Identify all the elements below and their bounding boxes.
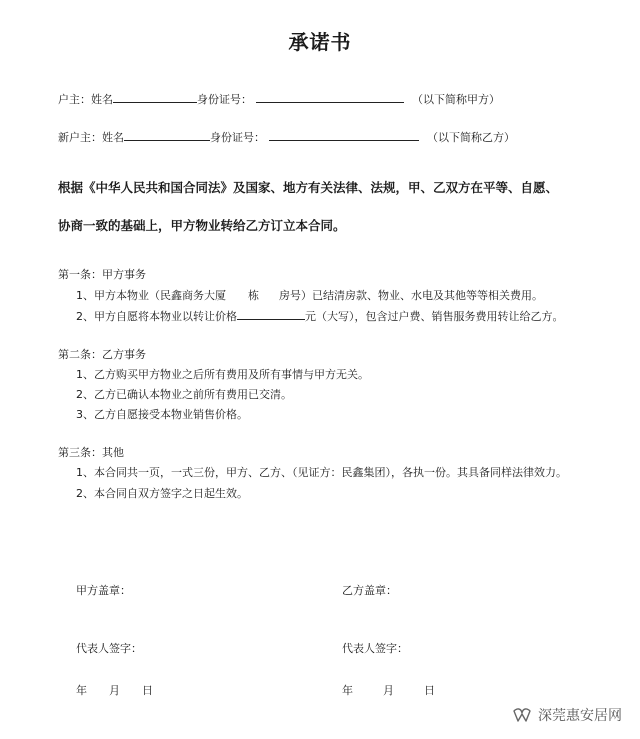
party-a-day: 日 (142, 684, 153, 697)
party-a-month: 月 (109, 684, 120, 697)
owner-name-label: 姓名 (91, 93, 113, 106)
owner-id-label: 身份证号： (197, 93, 252, 106)
article-1-item-1-part-b: 栋 (248, 289, 259, 302)
article-1-heading: 第一条：甲方事务 (58, 268, 146, 281)
new-owner-label: 新户主： (58, 131, 102, 144)
new-owner-line (58, 128, 515, 145)
watermark (512, 705, 622, 725)
party-b-month: 月 (383, 684, 394, 697)
party-a-year: 年 (76, 684, 87, 697)
article-3-item-1: 1、本合同共一页，一式三份，甲方、乙方、（见证方：民鑫集团），各执一份。其具备同样法律效力。 (76, 466, 567, 479)
party-b-rep-label: 代表人签字： (342, 642, 408, 655)
new-owner-suffix: （以下简称乙方） (427, 131, 515, 144)
article-2-heading: 第二条：乙方事务 (58, 348, 146, 361)
party-a-date (76, 682, 153, 698)
wechat-channel-icon (512, 707, 532, 723)
owner-line (58, 90, 500, 107)
owner-suffix: （以下简称甲方） (412, 93, 500, 106)
article-1-item-2-part-b: 元（大写），包含过户费、销售服务费用转让给乙方。 (305, 310, 564, 323)
article-1-item-1-part-c: 房号）已结清房款、物业、水电及其他等等相关费用。 (279, 289, 543, 302)
owner-name-blank[interactable] (113, 90, 197, 103)
owner-label: 户主： (58, 93, 91, 106)
party-a-rep-label: 代表人签字： (76, 642, 142, 655)
new-owner-id-blank[interactable] (269, 128, 419, 141)
article-3-item-2: 2、本合同自双方签字之日起生效。 (76, 487, 248, 500)
article-2-item-1: 1、乙方购买甲方物业之后所有费用及所有事情与甲方无关。 (76, 368, 369, 381)
article-3-heading: 第三条：其他 (58, 446, 124, 459)
new-owner-name-blank[interactable] (124, 128, 210, 141)
party-a-seal-label: 甲方盖章： (76, 584, 131, 597)
party-b-seal-label: 乙方盖章： (342, 584, 397, 597)
article-1-item-1 (76, 287, 543, 303)
watermark-text: 深莞惠安居网 (538, 708, 622, 724)
new-owner-id-label: 身份证号： (210, 131, 265, 144)
article-1-item-2 (76, 307, 564, 324)
intro-line-2: 协商一致的基础上，甲方物业转给乙方订立本合同。 (58, 218, 346, 233)
owner-id-blank[interactable] (256, 90, 404, 103)
article-2-item-2: 2、乙方已确认本物业之前所有费用已交清。 (76, 388, 292, 401)
intro-line-1: 根据《中华人民共和国合同法》及国家、地方有关法律、法规，甲、乙双方在平等、自愿、 (58, 180, 559, 195)
party-b-date (342, 682, 435, 698)
price-blank[interactable] (237, 307, 305, 320)
document-title: 承诺书 (288, 30, 352, 54)
article-2-item-3: 3、乙方自愿接受本物业销售价格。 (76, 408, 248, 421)
article-1-item-2-part-a: 2、甲方自愿将本物业以转让价格 (76, 310, 237, 323)
party-b-day: 日 (424, 684, 435, 697)
article-1-item-1-part-a: 1、甲方本物业（民鑫商务大厦 (76, 289, 226, 302)
party-b-year: 年 (342, 684, 353, 697)
new-owner-name-label: 姓名 (102, 131, 124, 144)
